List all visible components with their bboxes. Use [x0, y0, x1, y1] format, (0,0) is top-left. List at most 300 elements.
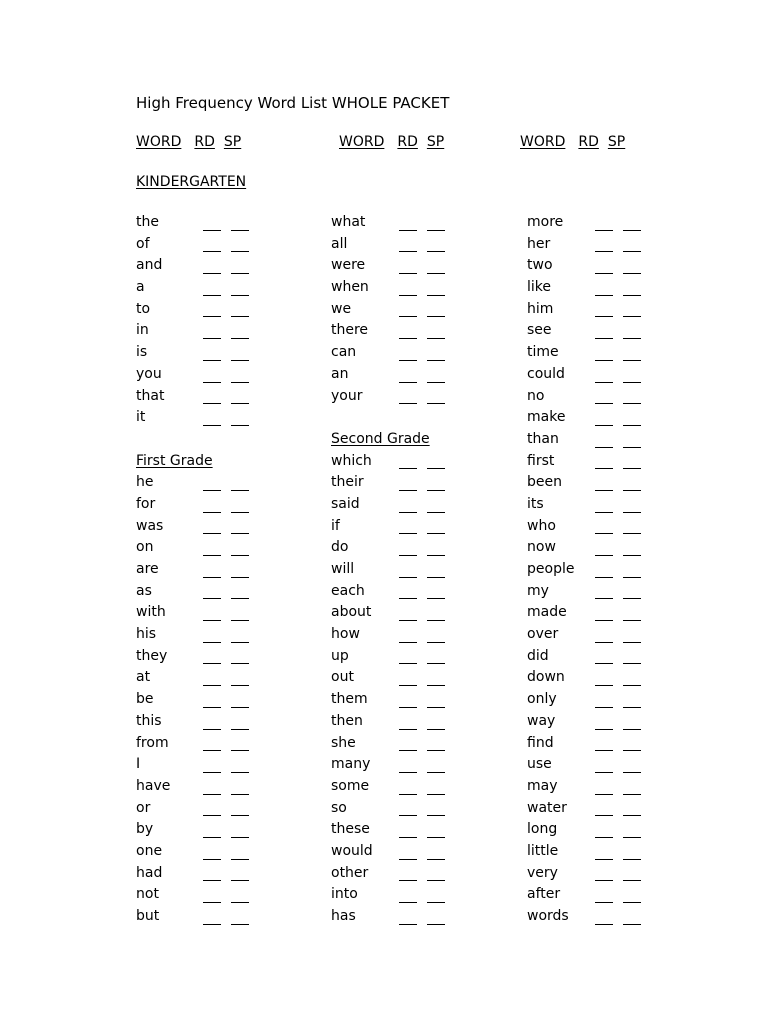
rd-blank [203, 794, 221, 795]
header-sp: SP [223, 134, 242, 150]
sp-blank [427, 382, 445, 383]
header-word: WORD [339, 134, 385, 150]
word-label: for [136, 495, 156, 512]
sp-blank [231, 707, 249, 708]
word-row [527, 711, 677, 733]
sp-blank [231, 382, 249, 383]
rd-blank [399, 251, 417, 252]
column-header-1 [136, 134, 250, 150]
word-row [136, 342, 286, 364]
rd-blank [595, 425, 613, 426]
rd-blank [399, 490, 417, 491]
sp-blank [427, 685, 445, 686]
header-rd: RD [578, 134, 599, 150]
word-label: long [527, 821, 558, 838]
sp-blank [623, 620, 641, 621]
word-row [527, 451, 677, 473]
sp-blank [623, 230, 641, 231]
word-label: were [331, 257, 366, 274]
word-label: if [331, 517, 340, 534]
rd-blank [595, 316, 613, 317]
word-label: make [527, 409, 566, 426]
sp-blank [231, 815, 249, 816]
sp-blank [231, 642, 249, 643]
word-label: after [527, 886, 561, 903]
word-label: only [527, 691, 557, 708]
word-label: from [136, 734, 169, 751]
word-label: are [136, 561, 159, 577]
rd-blank [399, 230, 417, 231]
sp-blank [231, 338, 249, 339]
word-row [136, 776, 286, 798]
word-row [136, 798, 286, 820]
sp-blank [623, 425, 641, 426]
rd-blank [399, 880, 417, 881]
sp-blank [231, 880, 249, 881]
word-label: them [331, 691, 368, 708]
word-label: two [527, 257, 553, 274]
rd-blank [595, 533, 613, 534]
word-label: at [136, 669, 151, 686]
grade-heading-label: First Grade [136, 452, 213, 469]
word-row [136, 277, 286, 299]
sp-blank [623, 902, 641, 903]
rd-blank [595, 555, 613, 556]
rd-blank [399, 360, 417, 361]
header-rd: RD [397, 134, 418, 150]
sp-blank [427, 403, 445, 404]
word-row [331, 255, 481, 277]
word-row [527, 494, 677, 516]
rd-blank [203, 685, 221, 686]
word-label: be [136, 691, 154, 708]
word-label: by [136, 821, 154, 838]
word-row [527, 255, 677, 277]
rd-blank [399, 772, 417, 773]
word-row [527, 320, 677, 342]
rd-blank [399, 642, 417, 643]
word-row [331, 863, 481, 885]
sp-blank [623, 251, 641, 252]
word-row [331, 798, 481, 820]
word-label: have [136, 777, 171, 794]
word-label: words [527, 908, 569, 924]
sp-blank [427, 251, 445, 252]
word-row [331, 516, 481, 538]
word-row [136, 234, 286, 256]
word-label: which [331, 452, 372, 469]
word-row [136, 906, 286, 928]
word-row [527, 646, 677, 668]
rd-blank [203, 251, 221, 252]
rd-blank [595, 512, 613, 513]
word-row [136, 516, 286, 538]
word-row [136, 537, 286, 559]
word-row [136, 364, 286, 386]
word-row [331, 451, 481, 473]
word-label: how [331, 626, 360, 643]
word-label: down [527, 669, 565, 686]
rd-blank [399, 924, 417, 925]
sp-blank [623, 533, 641, 534]
word-label: like [527, 279, 552, 296]
rd-blank [203, 230, 221, 231]
sp-blank [427, 837, 445, 838]
word-label: her [527, 235, 551, 252]
rd-blank [203, 859, 221, 860]
sp-blank [427, 295, 445, 296]
rd-blank [399, 663, 417, 664]
rd-blank [595, 837, 613, 838]
word-label: been [527, 474, 562, 491]
word-row [331, 733, 481, 755]
sp-blank [623, 707, 641, 708]
rd-blank [203, 316, 221, 317]
word-column-3 [527, 212, 677, 928]
sp-blank [623, 468, 641, 469]
word-label: they [136, 647, 168, 664]
header-rd: RD [194, 134, 215, 150]
rd-blank [203, 338, 221, 339]
rd-blank [595, 230, 613, 231]
word-row [136, 733, 286, 755]
sp-blank [231, 685, 249, 686]
sp-blank [623, 490, 641, 491]
sp-blank [623, 663, 641, 664]
grade-heading [331, 429, 481, 451]
word-label: you [136, 365, 162, 382]
sp-blank [427, 902, 445, 903]
sp-blank [427, 924, 445, 925]
word-row [527, 581, 677, 603]
rd-blank [399, 598, 417, 599]
word-label: made [527, 604, 567, 621]
word-label: a [136, 279, 145, 296]
sp-blank [623, 772, 641, 773]
word-label: that [136, 387, 165, 404]
rd-blank [203, 880, 221, 881]
word-label: no [527, 387, 545, 404]
word-row [527, 277, 677, 299]
rd-blank [595, 685, 613, 686]
rd-blank [595, 447, 613, 448]
rd-blank [399, 316, 417, 317]
sp-blank [623, 598, 641, 599]
word-label: out [331, 669, 354, 686]
grade-heading-label: Second Grade [331, 430, 430, 447]
word-row [136, 754, 286, 776]
word-row [331, 667, 481, 689]
word-label: has [331, 908, 356, 924]
word-label: she [331, 734, 356, 751]
rd-blank [399, 859, 417, 860]
rd-blank [203, 815, 221, 816]
word-label: would [331, 842, 373, 859]
sp-blank [623, 382, 641, 383]
word-label: his [136, 626, 157, 643]
rd-blank [595, 815, 613, 816]
sp-blank [427, 577, 445, 578]
word-row [331, 624, 481, 646]
word-row [527, 407, 677, 429]
rd-blank [399, 794, 417, 795]
rd-blank [203, 598, 221, 599]
sp-blank [231, 316, 249, 317]
word-label: do [331, 539, 349, 556]
word-row [331, 906, 481, 928]
sp-blank [427, 555, 445, 556]
word-label: each [331, 582, 365, 599]
word-row [331, 320, 481, 342]
word-row [331, 602, 481, 624]
rd-blank [595, 880, 613, 881]
word-label: did [527, 647, 549, 664]
word-label: on [136, 539, 154, 556]
rd-blank [595, 924, 613, 925]
word-row [136, 299, 286, 321]
column-header-2 [339, 134, 453, 150]
word-label: some [331, 777, 370, 794]
word-row [331, 689, 481, 711]
word-row [527, 667, 677, 689]
word-label: as [136, 582, 152, 599]
word-row [136, 581, 286, 603]
word-label: this [136, 712, 162, 729]
rd-blank [203, 620, 221, 621]
word-row [527, 364, 677, 386]
rd-blank [399, 685, 417, 686]
sp-blank [623, 316, 641, 317]
sp-blank [623, 360, 641, 361]
word-row [527, 689, 677, 711]
rd-blank [203, 750, 221, 751]
sp-blank [427, 598, 445, 599]
word-label: him [527, 300, 554, 317]
sp-blank [623, 403, 641, 404]
word-row [136, 624, 286, 646]
word-label: their [331, 474, 364, 491]
word-label: to [136, 300, 151, 317]
word-label: your [331, 387, 363, 404]
sp-blank [623, 794, 641, 795]
word-row [331, 711, 481, 733]
word-label: an [331, 365, 349, 382]
sp-blank [231, 512, 249, 513]
grade-heading [136, 451, 286, 473]
rd-blank [399, 620, 417, 621]
word-row [136, 407, 286, 429]
word-label: but [136, 908, 160, 924]
rd-blank [203, 642, 221, 643]
word-label: then [331, 712, 363, 729]
word-label: use [527, 756, 552, 773]
word-row [527, 863, 677, 885]
word-row [331, 754, 481, 776]
word-label: will [331, 561, 355, 577]
word-row [136, 711, 286, 733]
rd-blank [595, 772, 613, 773]
rd-blank [399, 707, 417, 708]
word-label: there [331, 322, 369, 339]
word-column-1 [136, 212, 286, 928]
word-label: see [527, 322, 552, 339]
column-header-3 [520, 134, 634, 150]
sp-blank [231, 490, 249, 491]
word-row [527, 754, 677, 776]
word-row [331, 884, 481, 906]
word-row [527, 429, 677, 451]
sp-blank [427, 512, 445, 513]
rd-blank [203, 512, 221, 513]
word-label: into [331, 886, 358, 903]
sp-blank [231, 794, 249, 795]
sp-blank [427, 338, 445, 339]
rd-blank [595, 295, 613, 296]
rd-blank [203, 533, 221, 534]
word-row [331, 472, 481, 494]
sp-blank [623, 577, 641, 578]
sp-blank [427, 859, 445, 860]
word-row [527, 884, 677, 906]
header-sp: SP [607, 134, 626, 150]
rd-blank [595, 794, 613, 795]
word-label: first [527, 452, 555, 469]
word-label: little [527, 842, 559, 859]
sp-blank [231, 533, 249, 534]
word-label: may [527, 777, 558, 794]
word-row [331, 819, 481, 841]
word-label: and [136, 257, 163, 274]
word-row [527, 819, 677, 841]
word-label: could [527, 365, 565, 382]
word-row [527, 798, 677, 820]
rd-blank [399, 837, 417, 838]
word-row [136, 602, 286, 624]
word-row [331, 559, 481, 581]
sp-blank [623, 837, 641, 838]
sp-blank [231, 295, 249, 296]
rd-blank [203, 295, 221, 296]
sp-blank [231, 403, 249, 404]
word-label: way [527, 712, 556, 729]
word-label: with [136, 604, 166, 621]
word-label: its [527, 495, 544, 512]
sp-blank [427, 360, 445, 361]
word-row [527, 299, 677, 321]
word-row [136, 884, 286, 906]
word-row [331, 776, 481, 798]
sp-blank [427, 880, 445, 881]
word-label: he [136, 474, 154, 491]
word-label: who [527, 517, 556, 534]
word-label: than [527, 430, 559, 447]
sp-blank [231, 555, 249, 556]
rd-blank [399, 382, 417, 383]
word-row [527, 212, 677, 234]
rd-blank [595, 642, 613, 643]
section-heading-kindergarten: KINDERGARTEN [136, 174, 247, 190]
word-label: other [331, 864, 369, 881]
rd-blank [203, 837, 221, 838]
word-label: water [527, 799, 567, 816]
rd-blank [399, 555, 417, 556]
sp-blank [231, 859, 249, 860]
sp-blank [623, 295, 641, 296]
sp-blank [231, 837, 249, 838]
sp-blank [623, 815, 641, 816]
sp-blank [427, 316, 445, 317]
rd-blank [203, 577, 221, 578]
spacer-row [136, 429, 286, 451]
rd-blank [203, 555, 221, 556]
spacer-row [331, 407, 481, 429]
rd-blank [595, 273, 613, 274]
rd-blank [203, 360, 221, 361]
rd-blank [203, 273, 221, 274]
word-row [331, 386, 481, 408]
sp-blank [231, 598, 249, 599]
sp-blank [427, 230, 445, 231]
sp-blank [231, 273, 249, 274]
rd-blank [399, 295, 417, 296]
sp-blank [623, 750, 641, 751]
rd-blank [203, 490, 221, 491]
word-label: had [136, 864, 163, 881]
sp-blank [231, 750, 249, 751]
word-label: more [527, 214, 564, 230]
rd-blank [399, 512, 417, 513]
word-row [527, 624, 677, 646]
word-row [136, 667, 286, 689]
word-row [331, 646, 481, 668]
sp-blank [427, 750, 445, 751]
word-label: very [527, 864, 558, 881]
word-label: in [136, 322, 149, 339]
rd-blank [399, 577, 417, 578]
rd-blank [595, 382, 613, 383]
word-row [331, 299, 481, 321]
rd-blank [595, 729, 613, 730]
word-label: is [136, 344, 148, 361]
word-label: all [331, 235, 348, 252]
word-row [136, 386, 286, 408]
word-row [527, 234, 677, 256]
sp-blank [623, 555, 641, 556]
rd-blank [595, 490, 613, 491]
sp-blank [427, 663, 445, 664]
word-row [331, 841, 481, 863]
header-sp: SP [426, 134, 445, 150]
sp-blank [427, 273, 445, 274]
rd-blank [595, 620, 613, 621]
rd-blank [399, 338, 417, 339]
word-label: we [331, 300, 352, 317]
sp-blank [231, 251, 249, 252]
rd-blank [203, 707, 221, 708]
rd-blank [399, 273, 417, 274]
word-row [136, 819, 286, 841]
rd-blank [203, 403, 221, 404]
word-label: about [331, 604, 372, 621]
word-row [527, 386, 677, 408]
word-row [136, 472, 286, 494]
word-row [527, 906, 677, 928]
word-row [136, 255, 286, 277]
word-row [136, 689, 286, 711]
word-label: my [527, 582, 549, 599]
sp-blank [427, 490, 445, 491]
sp-blank [231, 663, 249, 664]
